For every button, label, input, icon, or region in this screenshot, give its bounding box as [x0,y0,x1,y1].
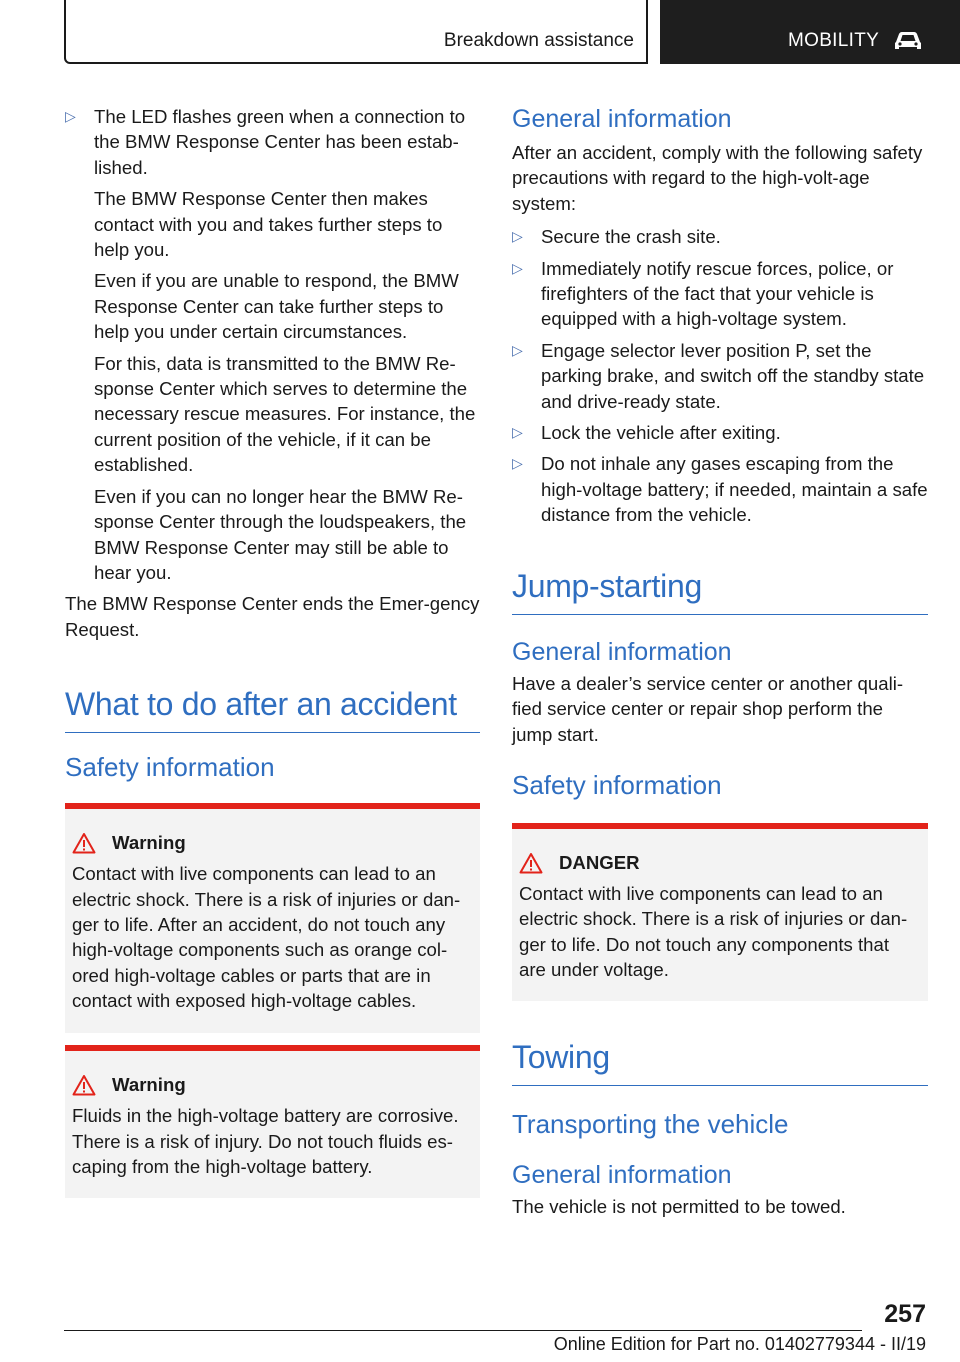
list-item [512,420,928,445]
heading-safety-information: Safety information [512,769,722,800]
heading-towing: Towing [512,1037,928,1086]
list-item-continuation: The BMW Response Center then makes contact with you and takes further steps to help you. [94,188,443,261]
right-column [512,104,928,1219]
list-item-text: Lock the vehicle after exiting. [541,422,781,444]
bullet-marker: ▷ [512,341,523,358]
list-item [65,104,480,180]
danger-header [519,851,920,875]
list-item-continuation: Even if you can no longer hear the BMW Re-sponse Center through the loudspeakers, the BMW Response Center may still be able to hear you. [94,485,467,583]
danger-box [512,823,928,1001]
warning-box [65,803,480,1033]
list-item-text: Do not inhale any gases escaping from the high-voltage battery; if needed, maintain a safe distance from the vehicle. [541,453,928,526]
warning-header [72,831,472,855]
bullet-marker: ▷ [512,259,523,276]
paragraph: After an accident, comply with the following safety precautions with regard to the high-volt-age system: [512,142,923,214]
list-item-text: Immediately notify rescue forces, police, or firefighters of the fact that your vehicle is equipped with a high-voltage system. [541,257,894,330]
warning-text: Contact with live components can lead to an electric shock. There is a risk of injuries or dan-ger to life. After an accident, do not touch any high-voltage components such as orange col-ored high-voltage cables or parts that are in contact with exposed high-voltage cables. [72,863,461,1012]
car-icon [892,28,924,52]
heading-jump-starting: Jump-starting [512,566,928,615]
warning-triangle-icon [72,832,96,854]
list-item [512,256,928,332]
warning-triangle-icon [72,1074,96,1096]
header-chapter-tab [660,0,960,64]
section-title: Breakdown assistance [443,30,634,51]
bullet-marker: ▷ [512,228,523,245]
warning-header [72,1073,472,1097]
list-item-text: Engage selector lever position P, set the parking brake, and switch off the standby state and drive-ready state. [541,339,925,412]
heading-safety-information: Safety information [65,752,275,783]
list-item [512,451,928,527]
heading-after-accident: What to do after an accident [65,684,480,733]
paragraph: Have a dealer’s service center or another quali-fied service center or repair shop perform the jump start. [512,672,904,745]
heading-transporting-vehicle: Transporting the vehicle [512,1108,789,1139]
paragraph: The vehicle is not permitted to be towed. [512,1195,846,1217]
paragraph: The BMW Response Center ends the Emer-gency Request. [65,593,480,640]
header-section-tab [64,0,648,64]
warning-triangle-icon [519,852,543,874]
heading-general-information: General information [512,105,732,133]
footer-divider [64,1330,862,1331]
list-item-continuation: For this, data is transmitted to the BMW Re-sponse Center which serves to determine the necessary rescue measures. For instance, the current position of the vehicle, if it can be established. [94,352,476,476]
warning-title: Warning [112,832,186,854]
bullet-marker: ▷ [512,424,523,441]
page-number: 257 [884,1300,926,1328]
bullet-marker: ▷ [512,455,523,472]
danger-title: DANGER [559,851,640,873]
danger-text: Contact with live components can lead to an electric shock. There is a risk of injuries or dan-ger to life. Do not touch any components that are under voltage. [519,882,908,981]
chapter-title: MOBILITY [788,30,880,51]
edition-info: Online Edition for Part no. 01402779344 - II/19 [553,1334,926,1354]
list-item [512,338,928,414]
heading-general-information: General information [512,1160,732,1189]
list-item-continuation: Even if you are unable to respond, the BMW Response Center can take further steps to help you under certain circumstances. [94,270,459,343]
list-item-text: Secure the crash site. [541,226,721,248]
heading-general-information: General information [512,637,732,666]
warning-title: Warning [112,1074,186,1096]
warning-text: Fluids in the high-voltage battery are corrosive. There is a risk of injury. Do not touch fluids es-caping from the high-voltage battery. [72,1105,459,1177]
left-column [65,104,480,1198]
bullet-marker: ▷ [65,108,76,124]
list-item [512,224,928,249]
list-item-text: The LED flashes green when a connection to the BMW Response Center has been estab-lished. [94,106,466,178]
warning-box [65,1045,480,1198]
